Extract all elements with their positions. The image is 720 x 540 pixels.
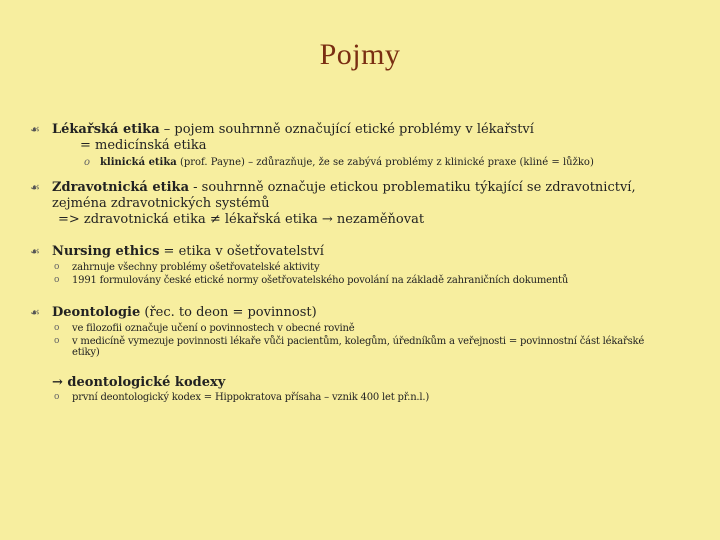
codex-heading: → deontologické kodexy	[52, 375, 226, 390]
term-description: (řec. to deon = povinnost)	[140, 305, 317, 320]
sub-item	[54, 392, 690, 403]
sub-item	[54, 336, 654, 358]
sub-item	[54, 262, 690, 273]
term: Nursing ethics	[52, 244, 160, 259]
slide-title: Pojmy	[319, 38, 401, 71]
bullet-deontologie	[30, 305, 690, 358]
sub-text: ve filozofii označuje učení o povinnostech v obecné rovině	[72, 323, 355, 334]
continuation-line: => zdravotnická etika ≠ lékařská etika → nezaměňovat	[58, 212, 425, 227]
sub-bullet-marker: o	[54, 323, 60, 333]
continuation-line: = medicínská etika	[80, 138, 207, 153]
bullet-lekarska-etika	[30, 122, 690, 169]
term: Zdravotnická etika	[52, 180, 189, 195]
sub-bullet-marker: o	[54, 275, 60, 285]
sub-item	[84, 157, 690, 169]
sub-term: klinická etika	[100, 157, 177, 168]
bullet-icon: ☙	[30, 181, 40, 194]
sub-bullet-marker: o	[54, 262, 60, 272]
sub-item	[54, 323, 690, 334]
bullet-nursing-ethics	[30, 244, 690, 286]
bullet-zdravotnicka-etika	[30, 180, 690, 228]
term-description: – pojem souhrnně označující etické problémy v lékařství	[159, 122, 534, 137]
sub-bullet-marker: o	[84, 157, 91, 168]
codex-list	[30, 392, 690, 403]
sub-text: v medicíně vymezuje povinnosti lékaře vůči pacientům, kolegům, úředníkům a veřejnosti = povinnostní část lékařské etiky)	[72, 336, 645, 358]
sub-item	[54, 275, 690, 286]
term: Lékařská etika	[52, 122, 160, 137]
sub-text: zahrnuje všechny problémy ošetřovatelské aktivity	[72, 262, 320, 273]
term-description: - souhrnně označuje etickou problematiku týkající se zdravotnictví, zejména zdravotnických systémů	[52, 180, 636, 211]
sub-text: 1991 formulovány české etické normy ošetřovatelského povolání na základě zahraničních dokumentů	[72, 275, 569, 286]
sub-text: první deontologický kodex = Hippokratova přísaha – vznik 400 let př.n.l.)	[72, 392, 430, 403]
bullet-icon: ☙	[30, 306, 40, 319]
sub-text: (prof. Payne) – zdůrazňuje, že se zabývá problémy z klinické praxe (kliné = lůžko)	[176, 157, 594, 168]
sub-bullet-marker: o	[54, 392, 60, 402]
term-description: = etika v ošetřovatelství	[159, 244, 324, 259]
term: Deontologie	[52, 305, 141, 320]
sub-bullet-marker: o	[54, 336, 60, 346]
bullet-icon: ☙	[30, 245, 40, 258]
bullet-icon: ☙	[30, 123, 40, 136]
